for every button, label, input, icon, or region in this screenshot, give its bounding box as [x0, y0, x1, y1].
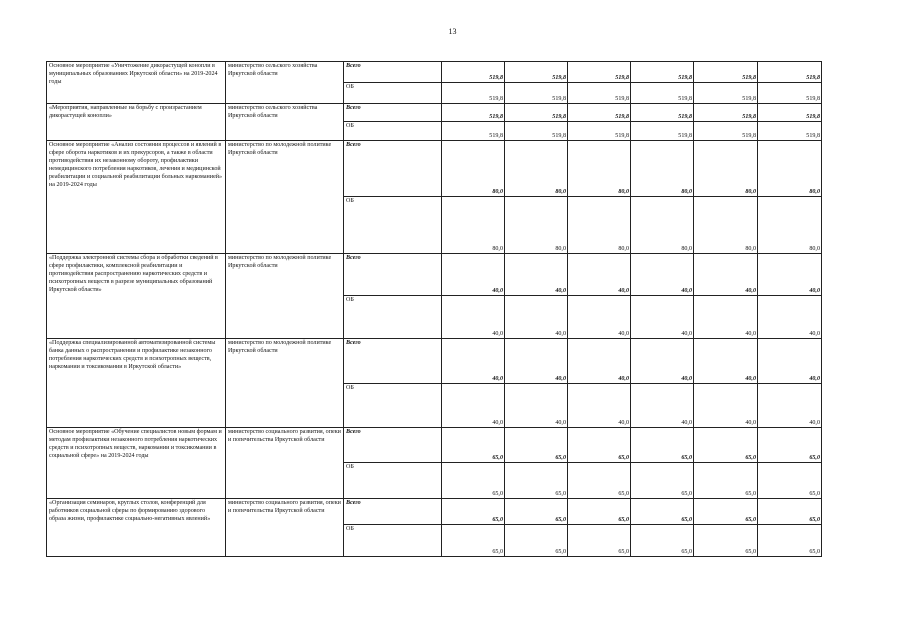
total-label: Всего	[344, 141, 442, 197]
total-value: 519,8	[694, 104, 758, 122]
total-value: 65,0	[694, 428, 758, 463]
table-row	[47, 428, 822, 463]
total-value: 40,0	[505, 254, 568, 296]
ob-value: 65,0	[505, 525, 568, 557]
total-value: 519,8	[631, 62, 694, 83]
total-value: 40,0	[505, 339, 568, 384]
executor: министерство социального развития, опеки и попечительства Иркутской области	[226, 428, 344, 499]
total-value: 519,8	[758, 62, 822, 83]
ob-value: 519,8	[631, 122, 694, 141]
page-number: 13	[448, 27, 457, 36]
ob-value: 40,0	[694, 296, 758, 339]
total-value: 65,0	[568, 428, 631, 463]
ob-value: 40,0	[568, 296, 631, 339]
total-label: Всего	[344, 499, 442, 525]
ob-value: 65,0	[694, 463, 758, 499]
ob-value: 519,8	[505, 83, 568, 104]
total-value: 80,0	[631, 141, 694, 197]
total-value: 40,0	[442, 339, 505, 384]
total-value: 65,0	[505, 499, 568, 525]
ob-value: 80,0	[568, 197, 631, 254]
executor: министерство по молодежной политике Иркутской области	[226, 254, 344, 339]
total-label: Всего	[344, 62, 442, 83]
total-value: 40,0	[631, 254, 694, 296]
ob-value: 65,0	[568, 463, 631, 499]
total-value: 519,8	[631, 104, 694, 122]
ob-value: 80,0	[758, 197, 822, 254]
ob-value: 65,0	[442, 463, 505, 499]
total-value: 40,0	[568, 254, 631, 296]
ob-label: ОБ	[344, 296, 442, 339]
ob-value: 519,8	[694, 83, 758, 104]
total-label: Всего	[344, 428, 442, 463]
total-value: 40,0	[442, 254, 505, 296]
ob-value: 519,8	[694, 122, 758, 141]
activity-name: Основное мероприятие «Анализ состояния процессов и явлений в сфере оборота наркотиков и их прекурсоров, а также в области противодействия их незаконному обороту, профилактики немедицинского потребления наркотиков, лечения и медицинской реабилитации и социальной реабилитации больных наркоманией» на 2019-2024 годы	[47, 141, 226, 254]
ob-value: 40,0	[758, 296, 822, 339]
ob-value: 65,0	[505, 463, 568, 499]
total-value: 40,0	[694, 339, 758, 384]
total-label: Всего	[344, 339, 442, 384]
ob-value: 519,8	[505, 122, 568, 141]
activity-name: «Мероприятия, направленные на борьбу с произрастанием дикорастущей конопли»	[47, 104, 226, 141]
ob-value: 80,0	[442, 197, 505, 254]
total-value: 40,0	[694, 254, 758, 296]
ob-value: 519,8	[568, 83, 631, 104]
ob-value: 40,0	[568, 384, 631, 428]
ob-value: 40,0	[505, 384, 568, 428]
total-value: 519,8	[568, 62, 631, 83]
executor: министерство социального развития, опеки и попечительства Иркутской области	[226, 499, 344, 557]
total-value: 40,0	[631, 339, 694, 384]
ob-label: ОБ	[344, 384, 442, 428]
ob-value: 65,0	[758, 525, 822, 557]
total-value: 40,0	[568, 339, 631, 384]
ob-label: ОБ	[344, 197, 442, 254]
total-label: Всего	[344, 104, 442, 122]
ob-label: ОБ	[344, 525, 442, 557]
executor: министерство по молодежной политике Иркутской области	[226, 339, 344, 428]
activity-name: «Поддержка специализированной автоматизированной системы банка данных о распространении и профилактике незаконного потребления наркотических средств и психотропных веществ, наркомании и токсикомании в Иркутской области»	[47, 339, 226, 428]
ob-label: ОБ	[344, 83, 442, 104]
ob-value: 40,0	[758, 384, 822, 428]
total-value: 519,8	[568, 104, 631, 122]
ob-value: 65,0	[568, 525, 631, 557]
ob-value: 65,0	[631, 525, 694, 557]
table-row	[47, 339, 822, 384]
total-value: 80,0	[568, 141, 631, 197]
total-value: 519,8	[694, 62, 758, 83]
total-value: 80,0	[505, 141, 568, 197]
total-value: 65,0	[442, 428, 505, 463]
ob-label: ОБ	[344, 463, 442, 499]
ob-value: 80,0	[505, 197, 568, 254]
activity-name: Основное мероприятие «Обучение специалистов новым формам и методам профилактики незаконного потребления наркотических средств и психотропных веществ, наркомании и токсикомании в социальной сфере» на 2019-2024 годы	[47, 428, 226, 499]
ob-value: 65,0	[442, 525, 505, 557]
ob-value: 80,0	[694, 197, 758, 254]
ob-value: 40,0	[631, 384, 694, 428]
ob-value: 519,8	[442, 83, 505, 104]
ob-value: 40,0	[694, 384, 758, 428]
total-value: 40,0	[758, 339, 822, 384]
ob-value: 40,0	[631, 296, 694, 339]
table-row	[47, 141, 822, 197]
total-value: 65,0	[568, 499, 631, 525]
total-value: 80,0	[694, 141, 758, 197]
total-label: Всего	[344, 254, 442, 296]
total-value: 65,0	[631, 428, 694, 463]
activity-name: «Организация семинаров, круглых столов, конференций для работников социальной сферы по формированию здорового образа жизни, профилактике социально-негативных явлений»	[47, 499, 226, 557]
total-value: 65,0	[694, 499, 758, 525]
total-value: 65,0	[631, 499, 694, 525]
ob-value: 65,0	[631, 463, 694, 499]
ob-value: 40,0	[505, 296, 568, 339]
table-row	[47, 499, 822, 525]
executor: министерство сельского хозяйства Иркутской области	[226, 62, 344, 104]
ob-label: ОБ	[344, 122, 442, 141]
total-value: 80,0	[758, 141, 822, 197]
total-value: 65,0	[758, 499, 822, 525]
total-value: 40,0	[758, 254, 822, 296]
ob-value: 40,0	[442, 296, 505, 339]
ob-value: 519,8	[631, 83, 694, 104]
ob-value: 519,8	[442, 122, 505, 141]
total-value: 519,8	[505, 62, 568, 83]
ob-value: 519,8	[758, 122, 822, 141]
table-row	[47, 104, 822, 122]
table-row	[47, 254, 822, 296]
activity-name: Основное мероприятие «Уничтожение дикорастущей конопли в муниципальных образованиях Иркутской области» на 2019-2024 годы	[47, 62, 226, 104]
ob-value: 519,8	[568, 122, 631, 141]
ob-value: 40,0	[442, 384, 505, 428]
total-value: 519,8	[442, 104, 505, 122]
total-value: 519,8	[505, 104, 568, 122]
total-value: 80,0	[442, 141, 505, 197]
executor: министерство по молодежной политике Иркутской области	[226, 141, 344, 254]
total-value: 65,0	[442, 499, 505, 525]
ob-value: 65,0	[758, 463, 822, 499]
ob-value: 519,8	[758, 83, 822, 104]
table-row	[47, 62, 822, 83]
total-value: 65,0	[758, 428, 822, 463]
ob-value: 80,0	[631, 197, 694, 254]
total-value: 519,8	[758, 104, 822, 122]
budget-table	[46, 61, 822, 557]
total-value: 519,8	[442, 62, 505, 83]
ob-value: 65,0	[694, 525, 758, 557]
activity-name: «Поддержка электронной системы сбора и обработки сведений в сфере профилактики, комплексной реабилитации и противодействия распространению наркотических средств и психотропных веществ в разрезе муниципальных образований Иркутской области»	[47, 254, 226, 339]
total-value: 65,0	[505, 428, 568, 463]
executor: министерство сельского хозяйства Иркутской области	[226, 104, 344, 141]
